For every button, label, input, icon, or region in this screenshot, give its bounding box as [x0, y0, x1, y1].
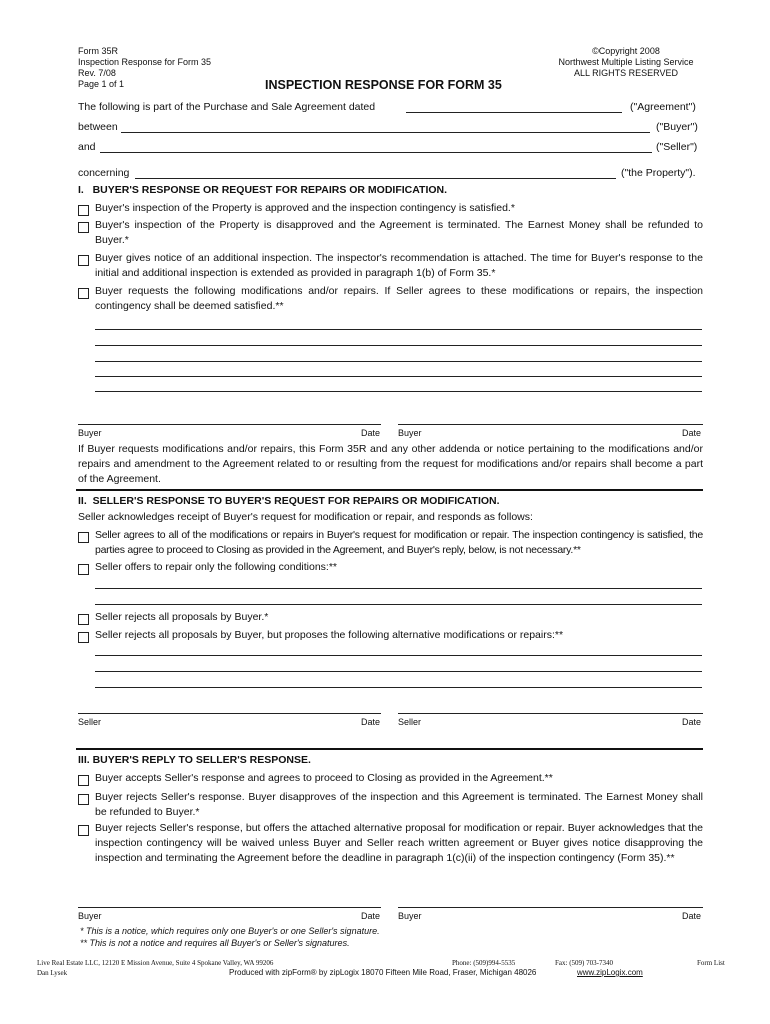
s2-intro: Seller acknowledges receipt of Buyer's request for modification or repair, and responds as follows: — [78, 511, 533, 523]
seller-name-field[interactable] — [100, 152, 652, 153]
footer-form-list: Form List — [697, 959, 725, 967]
organization: Northwest Multiple Listing Service — [558, 57, 694, 67]
s1-option-4-text: Buyer requests the following modifications and/or repairs. If Seller agrees to these modifications or repairs, the inspection contingency shall be deemed satisfied.** — [95, 285, 703, 312]
s2-alternative-line-1[interactable] — [95, 655, 702, 656]
s1-option-3-text: Buyer gives notice of an additional inspection. The inspector's recommendation is attached. The time for Buyer's response to the initial and additional inspection is extended as provided in paragraph 1(b) of Form 35.* — [95, 252, 703, 279]
s2-option-1-text: Seller agrees to all of the modifications or repairs in Buyer's request for modification or repair. The inspection contingency is satisfied, the parties agree to proceed to Closing as provided in the Agreement, and Buyer's reply, below, is not necessary.** — [95, 529, 703, 556]
section-divider-2 — [76, 748, 703, 750]
s3-option-3-checkbox[interactable] — [78, 825, 89, 836]
buyer-tag: ("Buyer") — [656, 121, 698, 133]
s1-request-line-2[interactable] — [95, 345, 702, 346]
form-revision: Rev. 7/08 — [78, 68, 116, 78]
s1-request-line-1[interactable] — [95, 329, 702, 330]
s2-alternative-line-3[interactable] — [95, 687, 702, 688]
s2-sig-left-label: Seller — [78, 717, 102, 727]
s2-seller-signature-line-1[interactable] — [78, 713, 381, 714]
s1-option-1-text: Buyer's inspection of the Property is approved and the inspection contingency is satisfied.* — [95, 202, 515, 214]
footer-produced: Produced with zipForm® by zipLogix 18070 Fifteen Mile Road, Fraser, Michigan 48026 — [229, 968, 537, 977]
s2-option-4-checkbox[interactable] — [78, 632, 89, 643]
footer-url-link[interactable]: www.zipLogix.com — [577, 968, 643, 977]
s1-buyer-signature-line-1[interactable] — [78, 424, 381, 425]
s2-seller-signature-line-2[interactable] — [398, 713, 703, 714]
page-title: INSPECTION RESPONSE FOR FORM 35 — [265, 78, 502, 92]
s1-request-line-3[interactable] — [95, 361, 702, 362]
s2-option-1-checkbox[interactable] — [78, 532, 89, 543]
s1-request-line-5[interactable] — [95, 391, 702, 392]
form-number: Form 35R — [78, 46, 119, 56]
s1-sig-right-label: Buyer — [398, 428, 422, 438]
s1-option-1-checkbox[interactable] — [78, 205, 89, 216]
s3-option-2-text: Buyer rejects Seller's response. Buyer disapproves of the inspection and this Agreement is terminated. The Earnest Money shall be refunded to Buyer.* — [95, 791, 703, 818]
buyer-name-field[interactable] — [121, 132, 650, 133]
s2-option-3-checkbox[interactable] — [78, 614, 89, 625]
s1-sig-left-label: Buyer — [78, 428, 102, 438]
s3-buyer-signature-line-2[interactable] — [398, 907, 703, 908]
s2-alternative-line-2[interactable] — [95, 671, 702, 672]
and-label: and — [78, 141, 96, 153]
s1-date-right-label: Date — [682, 428, 702, 438]
footer-office: Live Real Estate LLC, 12120 E Mission Avenue, Suite 4 Spokane Valley, WA 99206 — [37, 959, 274, 967]
s2-option-3-text: Seller rejects all proposals by Buyer.* — [95, 611, 269, 623]
s3-option-2-checkbox[interactable] — [78, 794, 89, 805]
s1-option-2-checkbox[interactable] — [78, 222, 89, 233]
s2-sig-right-label: Seller — [398, 717, 422, 727]
s1-option-2-text: Buyer's inspection of the Property is disapproved and the Agreement is terminated. The Earnest Money shall be refunded to Buyer.* — [95, 219, 703, 246]
s3-option-1-checkbox[interactable] — [78, 775, 89, 786]
s2-conditions-line-1[interactable] — [95, 588, 702, 589]
section-3-heading: III. BUYER'S REPLY TO SELLER'S RESPONSE. — [78, 754, 311, 766]
s1-date-left-label: Date — [361, 428, 381, 438]
agreement-label: ("Agreement") — [630, 101, 696, 113]
s3-date-right-label: Date — [682, 911, 702, 921]
footer-phone: Phone: (509)994-5535 — [452, 959, 516, 967]
section-1-heading: I. BUYER'S RESPONSE OR REQUEST FOR REPAIRS OR MODIFICATION. — [78, 184, 448, 196]
footer-agent: Dan Lysek — [37, 969, 68, 977]
s3-option-1-text: Buyer accepts Seller's response and agrees to proceed to Closing as provided in the Agreement.** — [95, 772, 553, 784]
s1-option-4-checkbox[interactable] — [78, 288, 89, 299]
s1-note: If Buyer requests modifications and/or repairs, this Form 35R and any other addenda or notice pertaining to the modifications and/or repairs and amendment to the Agreement related to or resulting from the request for modifications and/or repairs shall become a part of the Agreement. — [78, 443, 703, 485]
rights-reserved: ALL RIGHTS RESERVED — [573, 68, 679, 78]
copyright: ©Copyright 2008 — [592, 46, 660, 56]
form-name: Inspection Response for Form 35 — [78, 57, 212, 67]
s2-option-4-text: Seller rejects all proposals by Buyer, but proposes the following alternative modifications or repairs:** — [95, 629, 564, 641]
seller-tag: ("Seller") — [656, 141, 698, 153]
footer-fax: Fax: (509) 703-7340 — [555, 959, 613, 967]
section-divider-1 — [76, 489, 703, 491]
intro-line: The following is part of the Purchase and Sale Agreement dated — [78, 101, 376, 113]
between-label: between — [78, 121, 118, 133]
concerning-label: concerning — [78, 167, 130, 179]
footnote-1: * This is a notice, which requires only one Buyer's or one Seller's signature. — [80, 926, 380, 936]
page-number: Page 1 of 1 — [78, 79, 125, 89]
s3-sig-right-label: Buyer — [398, 911, 422, 921]
s3-buyer-signature-line-1[interactable] — [78, 907, 381, 908]
s1-request-line-4[interactable] — [95, 376, 702, 377]
property-field[interactable] — [135, 178, 616, 179]
s2-conditions-line-2[interactable] — [95, 604, 702, 605]
footnote-2: ** This is not a notice and requires all Buyer's or Seller's signatures. — [80, 938, 350, 948]
s3-sig-left-label: Buyer — [78, 911, 102, 921]
section-2-heading: II. SELLER'S RESPONSE TO BUYER'S REQUEST FOR REPAIRS OR MODIFICATION. — [78, 495, 500, 507]
s3-date-left-label: Date — [361, 911, 381, 921]
s2-option-2-text: Seller offers to repair only the following conditions:** — [95, 561, 338, 573]
s1-option-3-checkbox[interactable] — [78, 255, 89, 266]
property-tag: ("the Property"). — [621, 167, 696, 179]
s2-date-left-label: Date — [361, 717, 381, 727]
s3-option-3-text: Buyer rejects Seller's response, but offers the attached alternative proposal for modification or repair. Buyer acknowledges that the inspection contingency will be waived unless Buyer and Seller reach written agreement or Buyer gives notice disapproving the inspection and terminating the Agreement before the deadline in paragraph 1(c)(ii) of the inspection contingency (Form 35).** — [95, 822, 703, 864]
s1-buyer-signature-line-2[interactable] — [398, 424, 703, 425]
s2-date-right-label: Date — [682, 717, 702, 727]
s2-option-2-checkbox[interactable] — [78, 564, 89, 575]
agreement-date-field[interactable] — [406, 112, 622, 113]
